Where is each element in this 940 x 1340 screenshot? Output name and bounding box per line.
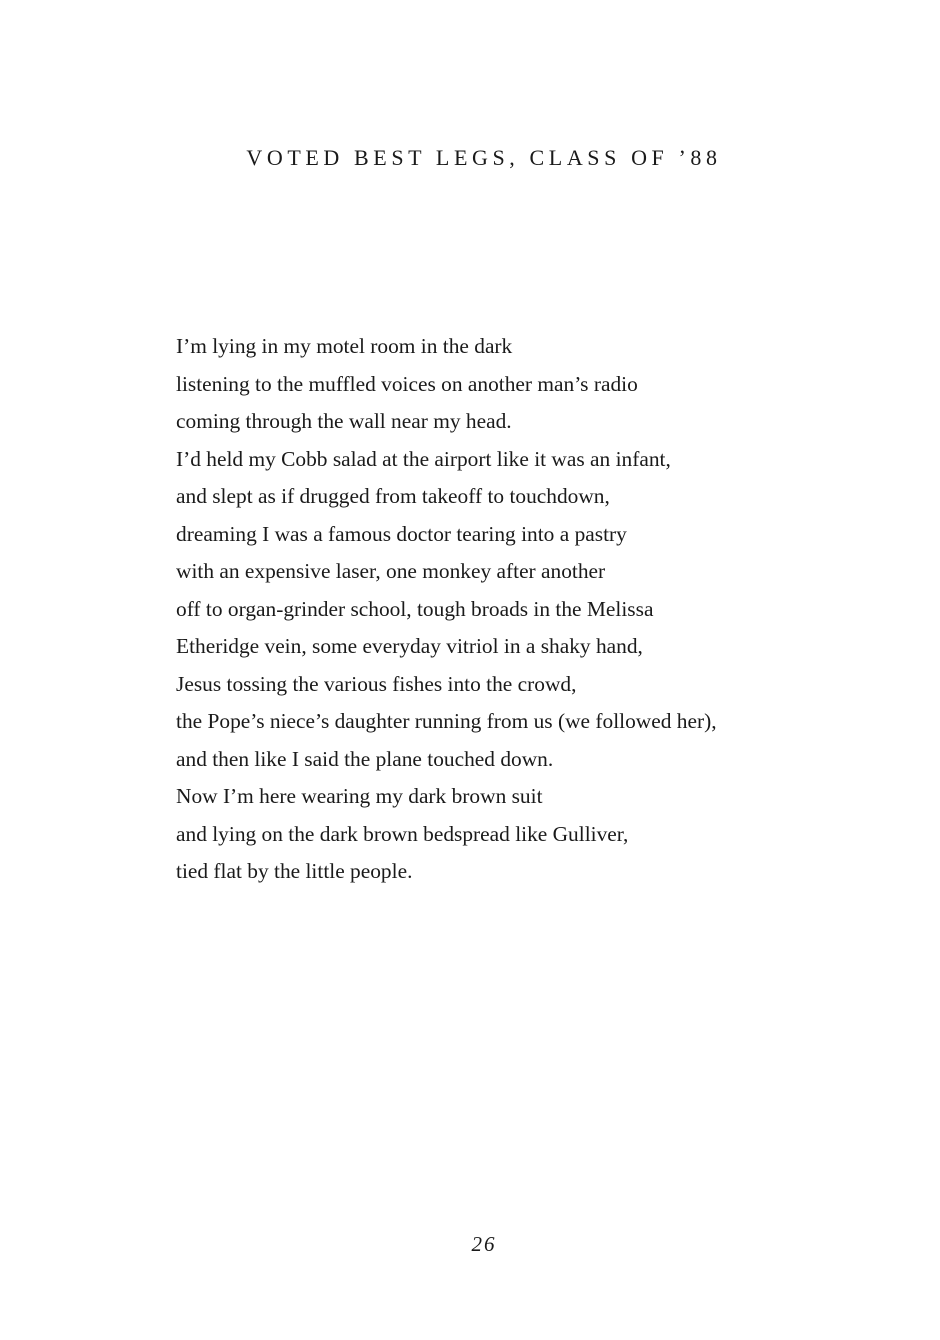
- poem-line: I’m lying in my motel room in the dark: [176, 334, 513, 358]
- poem-line: dreaming I was a famous doctor tearing into a pastry: [176, 521, 627, 546]
- poem-title: VOTED BEST LEGS, CLASS OF ’88: [246, 145, 722, 170]
- poem-line: Etheridge vein, some everyday vitriol in a shaky hand,: [176, 634, 643, 658]
- poem-line: Now I’m here wearing my dark brown suit: [176, 784, 543, 808]
- poem-line: and slept as if drugged from takeoff to touchdown,: [176, 484, 610, 508]
- poem-line: Jesus tossing the various fishes into the crowd,: [176, 671, 577, 696]
- poem-line: listening to the muffled voices on another man’s radio: [176, 371, 638, 396]
- poem-line: and then like I said the plane touched down.: [176, 746, 554, 771]
- poem-line: with an expensive laser, one monkey after another: [176, 559, 606, 583]
- poem-body: [176, 328, 876, 891]
- poem-line: off to organ-grinder school, tough broads in the Melissa: [176, 596, 654, 621]
- poem-line: I’d held my Cobb salad at the airport like it was an infant,: [176, 446, 671, 471]
- poem-line: and lying on the dark brown bedspread like Gulliver,: [176, 821, 629, 846]
- page-number: 26: [471, 1232, 497, 1256]
- poem-line: tied flat by the little people.: [176, 859, 413, 883]
- poem-line: the Pope’s niece’s daughter running from us (we followed her),: [176, 709, 717, 733]
- poem-line: coming through the wall near my head.: [176, 409, 512, 433]
